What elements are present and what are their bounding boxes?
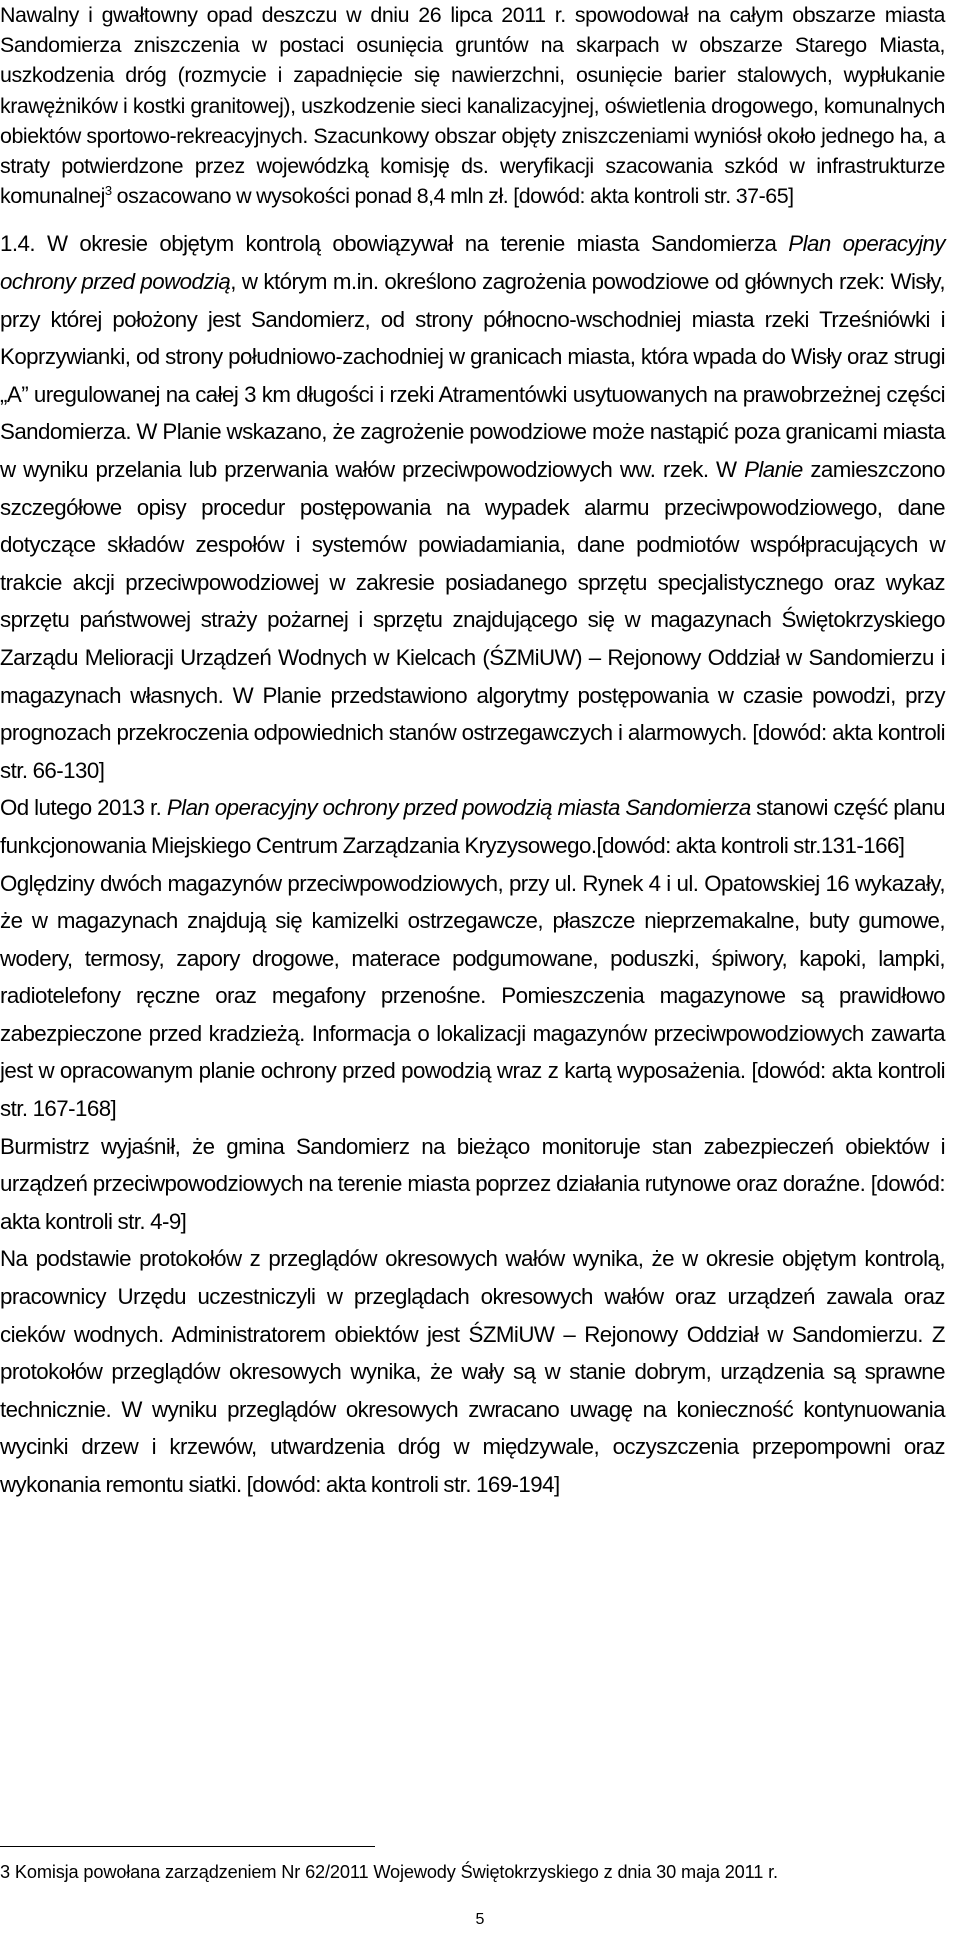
plan-title-italic: Plan operacyjny ochrony przed powodzią	[0, 231, 945, 295]
footnote-reference: 3	[104, 183, 112, 199]
paragraph-rainfall-damage	[0, 0, 945, 211]
paragraph-text-continued: zamieszczono szczegółowe opisy procedur postępowania na wypadek alarmu przeciwpowodziowego, dane dotyczące składów zespołów i systemów powiadamiania, dane podmiotów współpracujących w trakcie akcji przeciwpowodziowej w zakresie posiadanego sprzętu specjalistycznego oraz wykaz sprzętu państwowej straży pożarnej i sprzętu znajdującego się w magazynach Świętokrzyskiego Zarządu Melioracji Urządzeń Wodnych w Kielcach (ŚZMiUW) – Rejonowy Oddział w Sandomierzu i magazynach własnych. W Planie przedstawiono algorytmy postępowania w czasie powodzi, przy prognozach przekroczenia odpowiednich stanów ostrzegawczych i alarmowych. [dowód: akta kontroli str. 66-130]	[0, 456, 945, 783]
plan-word-italic: Planie	[744, 456, 803, 482]
footnote-text: Komisja powołana zarządzeniem Nr 62/2011 Wojewody Świętokrzyskiego z dnia 30 maja 2011 r.	[9, 1862, 778, 1882]
footnote-number: 3	[0, 1862, 10, 1882]
footnote-separator	[0, 1846, 375, 1847]
paragraph-warehouse-inspection	[0, 865, 945, 1128]
page-number: 5	[475, 1911, 485, 1928]
paragraph-text: Na podstawie protokołów z przeglądów okresowych wałów wynika, że w okresie objętym kontrolą, pracownicy Urzędu uczestniczyli w przeglądach okresowych wałów oraz urządzeń zawala oraz cieków wodnych. Administratorem obiektów jest ŚZMiUW – Rejonowy Oddział w Sandomierzu. Z protokołów przeglądów okresowych wynika, że wały są w stanie dobrym, urządzenia są sprawne technicznie. W wyniku przeglądów okresowych zwracano uwagę na konieczność kontynuowania wycinki drzew i krzewów, utwardzenia dróg w międzywale, oczyszczenia przepompowni oraz wykonania remontu siatki. [dowód: akta kontroli str. 169-194]	[0, 1246, 945, 1498]
paragraph-text: stanowi część planu funkcjonowania Miejskiego Centrum Zarządzania Kryzysowego.[dowód: akta kontroli str.131-166]	[0, 795, 946, 858]
paragraph-text: Burmistrz wyjaśnił, że gmina Sandomierz na bieżąco monitoruje stan zabezpieczeń obiektów i urządzeń przeciwpowodziowych na terenie miasta poprzez działania rutynowe oraz doraźne. [dowód: akta kontroli str. 4-9]	[0, 1133, 945, 1234]
paragraph-prefix: 1.4. W okresie objętym kontrolą obowiązywał na terenie miasta Sandomierza	[0, 231, 789, 257]
paragraph-crisis-centre	[0, 789, 945, 864]
paragraph-text-continued: oszacowano w wysokości ponad 8,4 mln zł. [dowód: akta kontroli str. 37-65]	[111, 184, 794, 209]
paragraph-mayor-explanation	[0, 1128, 945, 1241]
paragraph-flood-plan	[0, 225, 945, 789]
footnote	[0, 1860, 945, 1884]
paragraph-text: Nawalny i gwałtowny opad deszczu w dniu 26 lipca 2011 r. spowodował na całym obszarze miasta Sandomierza zniszczenia w postaci osunięcia gruntów na skarpach w obszarze Starego Miasta, uszkodzenia dróg (rozmycie i zapadnięcie się nawierzchni, osunięcie barier stalowych, wypłukanie krawężników i kostki granitowej), uszkodzenie sieci kanalizacyjnej, oświetlenia drogowego, komunalnych obiektów sportowo-rekreacyjnych. Szacunkowy obszar objęty zniszczeniami wyniósł około jednego ha, a straty potwierdzone przez wojewódzką komisję ds. weryfikacji szacowania szkód w infrastrukturze komunalnej	[0, 3, 945, 209]
plan-title-italic: Plan operacyjny ochrony przed powodzią miasta Sandomierza	[166, 795, 751, 821]
paragraph-text: , w którym m.in. określono zagrożenia powodziowe od głównych rzek: Wisły, przy której położony jest Sandomierz, od strony północno-wschodniej miasta rzeki Trześniówki i Koprzywianki, od strony południowo-zachodniej w granicach miasta, która wpada do Wisły oraz strugi „A” uregulowanej na całej 3 km długości i rzeki Atramentówki usytuowanych na prawobrzeżnej części Sandomierza. W Planie wskazano, że zagrożenie powodziowe może nastąpić poza granicami miasta w wyniku przelania lub przerwania wałów przeciwpowodziowych ww. rzek. W	[0, 269, 945, 482]
paragraph-text: Oględziny dwóch magazynów przeciwpowodziowych, przy ul. Rynek 4 i ul. Opatowskiej 16 wykazały, że w magazynach znajdują się kamizelki ostrzegawcze, płaszcze nieprzemakalne, buty gumowe, wodery, termosy, zapory drogowe, materace podgumowane, poduszki, śpiwory, kapoki, lampki, radiotelefony ręczne oraz megafony przenośne. Pomieszczenia magazynowe są prawidłowo zabezpieczone przed kradzieżą. Informacja o lokalizacji magazynów przeciwpowodziowych zawarta jest w opracowanym planie ochrony przed powodzią wraz z kartą wyposażenia. [dowód: akta kontroli str. 167-168]	[0, 870, 945, 1122]
paragraph-levee-inspections	[0, 1240, 945, 1503]
paragraph-prefix: Od lutego 2013 r.	[0, 795, 167, 821]
